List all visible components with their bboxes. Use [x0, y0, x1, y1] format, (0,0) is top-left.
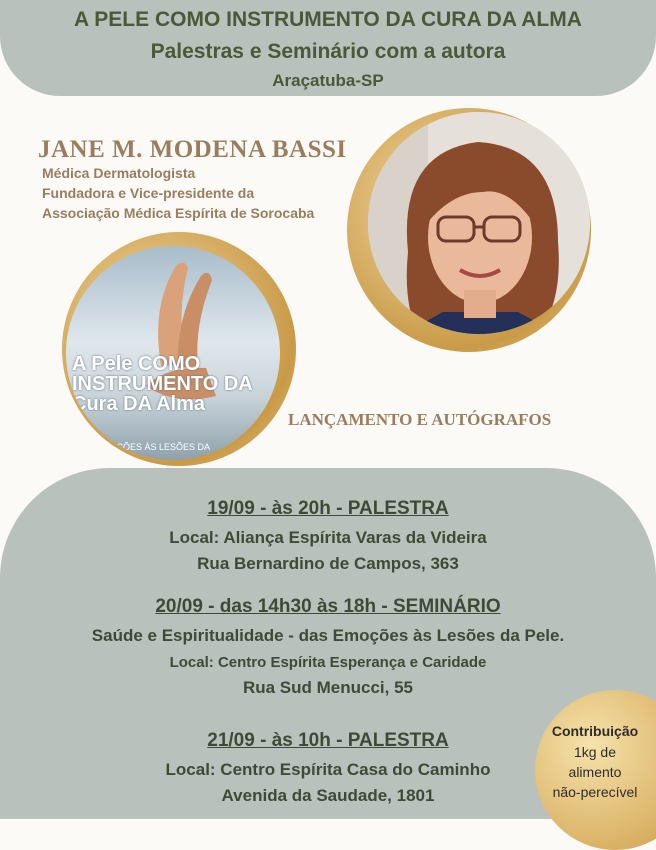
author-portrait-illustration [368, 112, 590, 334]
author-photo [368, 112, 590, 334]
author-role: Fundadora e Vice-presidente da [42, 185, 255, 201]
author-name: JANE M. MODENA BASSI [38, 136, 347, 163]
event-venue: Local: Centro Espírita Casa do Caminho [165, 760, 491, 779]
book-cover [66, 246, 280, 460]
event-address: Rua Bernardino de Campos, 363 [197, 554, 459, 573]
book-cover-subtitle: EMOÇÕES ÀS LESÕES DA [96, 442, 211, 452]
event-theme: Saúde e Espiritualidade - das Emoções às Lesões da Pele. [91, 626, 565, 645]
contribution-line: alimento [568, 764, 622, 780]
event-heading: 19/09 - às 20h - PALESTRA [207, 498, 449, 519]
book-cover-title: A Pele COMO INSTRUMENTO DA Cura DA Alma [72, 353, 252, 415]
contribution-line: 1kg de [573, 744, 617, 760]
contribution-line: não-perecível [552, 784, 638, 800]
contribution-title: Contribuição [551, 723, 639, 739]
event-address: Avenida da Saudade, 1801 [221, 786, 435, 805]
header-banner [0, 0, 656, 96]
event-venue: Local: Aliança Espírita Varas da Videira [169, 528, 487, 547]
launch-text: LANÇAMENTO E AUTÓGRAFOS [288, 410, 552, 429]
event-city: Araçatuba-SP [272, 71, 384, 90]
event-heading: 21/09 - às 10h - PALESTRA [207, 730, 449, 751]
author-role: Associação Médica Espírita de Sorocaba [42, 205, 315, 221]
event-address: Rua Sud Menucci, 55 [242, 678, 414, 697]
event-subtitle: Palestras e Seminário com a autora [150, 40, 506, 63]
author-role: Médica Dermatologista [42, 165, 196, 181]
event-venue: Local: Centro Espírita Esperança e Caridade [169, 654, 487, 671]
event-title: A PELE COMO INSTRUMENTO DA CURA DA ALMA [74, 8, 582, 31]
event-heading: 20/09 - das 14h30 às 18h - SEMINÁRIO [155, 596, 501, 617]
